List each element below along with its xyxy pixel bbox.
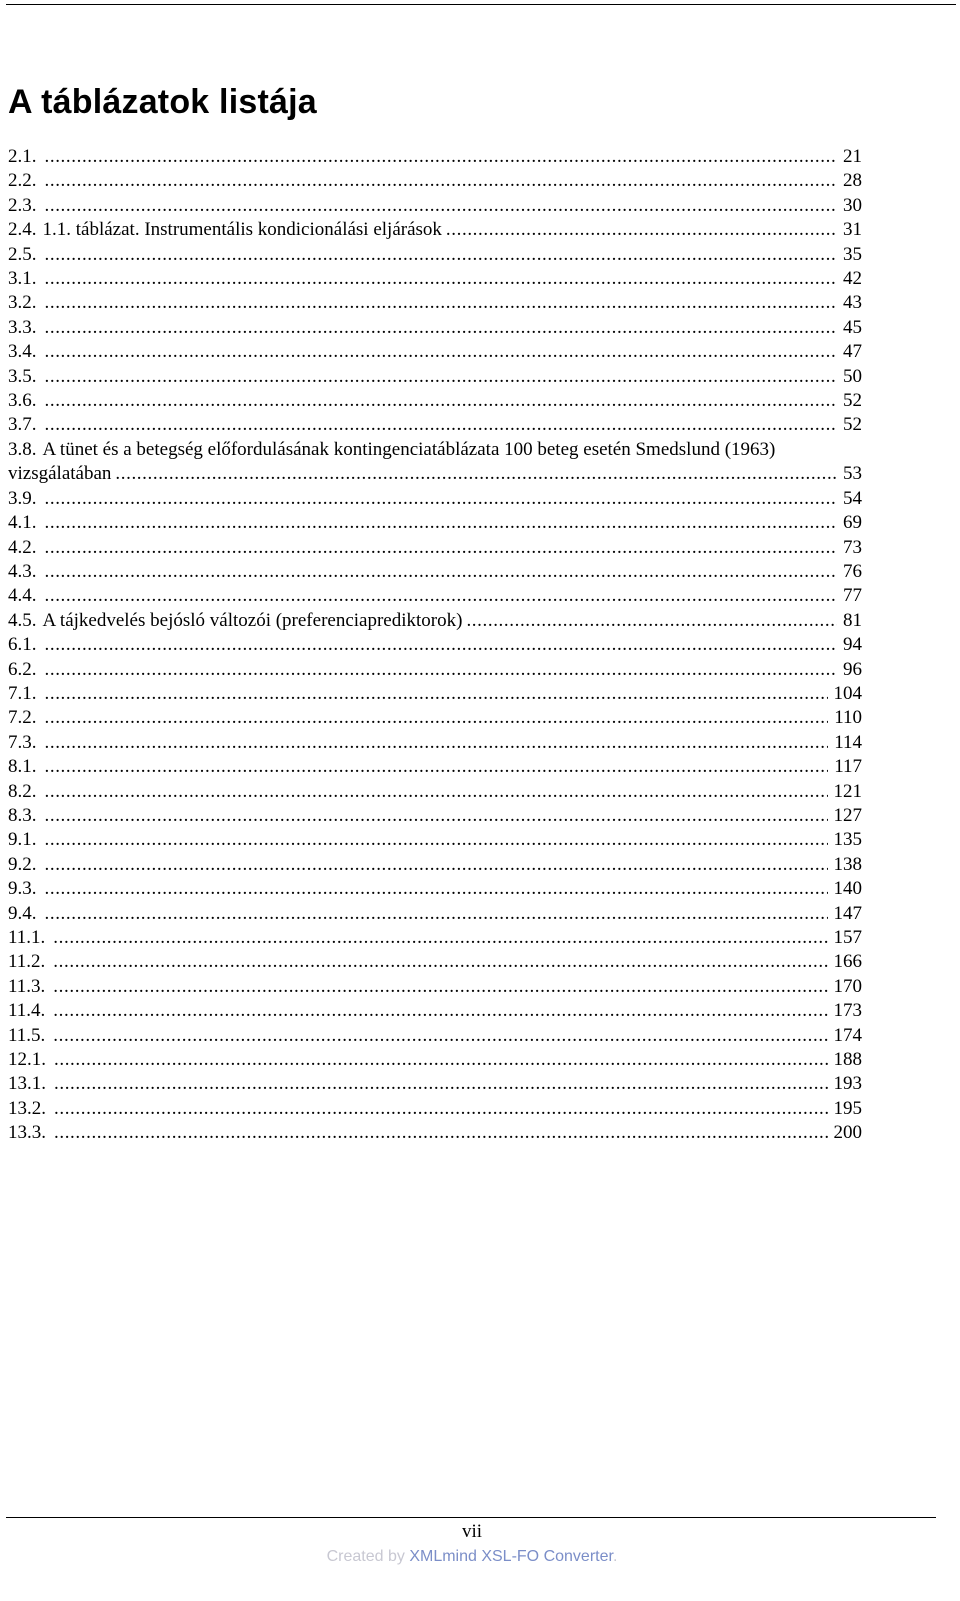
toc-page-number: 166 bbox=[833, 951, 862, 973]
toc-page-number: 147 bbox=[833, 902, 862, 924]
toc-page-number: 52 bbox=[843, 390, 862, 412]
dot-leader bbox=[446, 218, 837, 242]
toc-number: 9.3. bbox=[8, 878, 37, 900]
toc-entry[interactable] bbox=[8, 828, 862, 852]
toc-number: 4.1. bbox=[8, 512, 37, 534]
toc-entry[interactable] bbox=[8, 975, 862, 999]
toc-number: 7.3. bbox=[8, 731, 37, 753]
toc-page-number: 47 bbox=[843, 341, 862, 363]
toc-number: 3.6. bbox=[8, 390, 37, 412]
dot-leader bbox=[45, 828, 828, 852]
toc-entry-line bbox=[8, 462, 862, 486]
credit-prefix: Created by bbox=[326, 1548, 410, 1565]
dot-leader bbox=[45, 536, 838, 560]
toc-entry[interactable] bbox=[8, 243, 862, 267]
toc-entry-line bbox=[8, 438, 862, 462]
dot-leader bbox=[45, 340, 838, 364]
toc-caption: A tájkedvelés bejósló változói (preferenciaprediktorok) bbox=[42, 609, 463, 631]
toc-page-number: 117 bbox=[834, 756, 862, 778]
toc-entry[interactable] bbox=[8, 438, 862, 487]
toc-entry[interactable] bbox=[8, 511, 862, 535]
toc-entry[interactable] bbox=[8, 609, 862, 633]
toc-page-number: 45 bbox=[843, 316, 862, 338]
toc-number: 2.3. bbox=[8, 194, 37, 216]
toc-entry[interactable] bbox=[8, 682, 862, 706]
toc-entry[interactable] bbox=[8, 340, 862, 364]
toc-page-number: 200 bbox=[833, 1122, 862, 1144]
toc-number: 7.1. bbox=[8, 682, 37, 704]
toc-number: 7.2. bbox=[8, 707, 37, 729]
dot-leader bbox=[45, 291, 838, 315]
toc-page-number: 30 bbox=[843, 194, 862, 216]
toc-entry[interactable] bbox=[8, 926, 862, 950]
toc-number: 2.1. bbox=[8, 146, 37, 167]
toc-number: 3.9. bbox=[8, 487, 37, 509]
toc-number: 3.2. bbox=[8, 292, 37, 314]
toc-page-number: 195 bbox=[833, 1097, 862, 1119]
toc-entry[interactable] bbox=[8, 755, 862, 779]
dot-leader bbox=[45, 511, 838, 535]
credit-brand-link[interactable]: XMLmind XSL-FO Converter bbox=[409, 1548, 613, 1565]
dot-leader bbox=[45, 706, 829, 730]
toc-page-number: 174 bbox=[833, 1024, 862, 1046]
toc-number: 3.5. bbox=[8, 365, 37, 387]
toc-caption-continued: vizsgálatában bbox=[8, 463, 112, 485]
toc-caption: 1.1. táblázat. Instrumentális kondicionálási eljárások bbox=[42, 219, 442, 241]
toc-entry[interactable] bbox=[8, 1072, 862, 1096]
dot-leader bbox=[45, 316, 838, 340]
toc-page-number: 21 bbox=[843, 146, 862, 167]
toc-page-number: 114 bbox=[834, 731, 862, 753]
toc-page-number: 76 bbox=[843, 560, 862, 582]
toc-number: 13.3. bbox=[8, 1122, 46, 1144]
dot-leader bbox=[53, 975, 827, 999]
toc-page-number: 170 bbox=[833, 975, 862, 997]
toc-number: 3.3. bbox=[8, 316, 37, 338]
toc-entry[interactable] bbox=[8, 536, 862, 560]
toc-entry[interactable] bbox=[8, 780, 862, 804]
toc-number: 11.3. bbox=[8, 975, 46, 997]
toc-entry[interactable] bbox=[8, 169, 862, 193]
dot-leader bbox=[466, 609, 837, 633]
dot-leader bbox=[45, 560, 838, 584]
toc-number: 11.2. bbox=[8, 951, 46, 973]
dot-leader bbox=[45, 413, 838, 437]
toc-page-number: 140 bbox=[833, 878, 862, 900]
dot-leader bbox=[45, 682, 828, 706]
dot-leader bbox=[53, 999, 827, 1023]
toc-entry[interactable] bbox=[8, 1024, 862, 1048]
toc-number: 4.3. bbox=[8, 560, 37, 582]
toc-entry[interactable] bbox=[8, 658, 862, 682]
toc-number: 11.4. bbox=[8, 1000, 46, 1022]
toc-page-number: 53 bbox=[843, 463, 862, 485]
dot-leader bbox=[45, 267, 838, 291]
dot-leader bbox=[115, 462, 837, 486]
toc-number: 6.2. bbox=[8, 658, 37, 680]
dot-leader bbox=[45, 365, 838, 389]
toc-page-number: 81 bbox=[843, 609, 862, 631]
toc-page-number: 157 bbox=[833, 927, 862, 948]
toc-entry[interactable] bbox=[8, 877, 862, 901]
toc-entry[interactable] bbox=[8, 291, 862, 315]
dot-leader bbox=[45, 877, 828, 901]
toc-number: 13.1. bbox=[8, 1073, 46, 1095]
toc-page-number: 193 bbox=[833, 1073, 862, 1095]
dot-leader bbox=[54, 1097, 828, 1121]
table-list bbox=[8, 145, 862, 1146]
toc-number: 3.1. bbox=[8, 268, 37, 290]
toc-number: 12.1. bbox=[8, 1049, 46, 1071]
toc-number: 9.4. bbox=[8, 902, 37, 924]
toc-number: 3.4. bbox=[8, 341, 37, 363]
credit-suffix: . bbox=[612, 1548, 618, 1565]
toc-page-number: 127 bbox=[833, 804, 862, 826]
toc-entry[interactable] bbox=[8, 902, 862, 926]
toc-page-number: 35 bbox=[843, 243, 862, 265]
toc-entry[interactable] bbox=[8, 1048, 862, 1072]
toc-page-number: 73 bbox=[843, 536, 862, 558]
toc-entry[interactable] bbox=[8, 853, 862, 877]
toc-entry[interactable] bbox=[8, 487, 862, 511]
dot-leader bbox=[45, 633, 838, 657]
page-title: A táblázatok listája bbox=[8, 83, 317, 121]
toc-entry[interactable] bbox=[8, 194, 862, 218]
toc-number: 2.4. bbox=[8, 219, 37, 241]
toc-entry[interactable] bbox=[8, 218, 862, 242]
toc-number: 8.2. bbox=[8, 780, 37, 802]
toc-number: 11.1. bbox=[8, 927, 46, 948]
toc-number: 2.2. bbox=[8, 170, 37, 192]
toc-number: 8.3. bbox=[8, 804, 37, 826]
dot-leader bbox=[45, 584, 838, 608]
toc-page-number: 110 bbox=[834, 707, 862, 729]
toc-entry[interactable] bbox=[8, 706, 862, 730]
toc-page-number: 31 bbox=[843, 219, 862, 241]
toc-page-number: 43 bbox=[843, 292, 862, 314]
toc-number: 4.5. bbox=[8, 609, 37, 631]
toc-page-number: 50 bbox=[843, 365, 862, 387]
toc-entry[interactable] bbox=[8, 145, 862, 169]
dot-leader bbox=[53, 926, 827, 950]
toc-page-number: 138 bbox=[833, 853, 862, 875]
dot-leader bbox=[45, 755, 829, 779]
toc-page-number: 96 bbox=[843, 658, 862, 680]
toc-page-number: 69 bbox=[843, 512, 862, 534]
toc-number: 2.5. bbox=[8, 243, 37, 265]
toc-entry[interactable] bbox=[8, 560, 862, 584]
toc-page-number: 121 bbox=[833, 780, 862, 802]
dot-leader bbox=[45, 853, 828, 877]
toc-entry[interactable] bbox=[8, 731, 862, 755]
dot-leader bbox=[53, 1024, 827, 1048]
toc-entry[interactable] bbox=[8, 389, 862, 413]
toc-page-number: 94 bbox=[843, 634, 862, 656]
toc-number: 8.1. bbox=[8, 756, 37, 778]
toc-entry[interactable] bbox=[8, 267, 862, 291]
dot-leader bbox=[45, 169, 838, 193]
toc-page-number: 104 bbox=[833, 682, 862, 704]
toc-entry[interactable] bbox=[8, 999, 862, 1023]
toc-number: 9.1. bbox=[8, 829, 37, 851]
page-number: vii bbox=[461, 1521, 483, 1542]
dot-leader bbox=[45, 145, 838, 169]
toc-number: 13.2. bbox=[8, 1097, 46, 1119]
top-rule bbox=[6, 4, 956, 5]
dot-leader bbox=[54, 1072, 828, 1096]
footer-rule bbox=[6, 1517, 936, 1518]
toc-number: 11.5. bbox=[8, 1024, 46, 1046]
dot-leader bbox=[45, 731, 829, 755]
toc-number: 4.4. bbox=[8, 585, 37, 607]
dot-leader bbox=[45, 194, 838, 218]
dot-leader bbox=[54, 1048, 828, 1072]
dot-leader bbox=[45, 658, 838, 682]
toc-entry[interactable] bbox=[8, 413, 862, 437]
toc-page-number: 77 bbox=[843, 585, 862, 607]
dot-leader bbox=[45, 902, 828, 926]
toc-entry[interactable] bbox=[8, 804, 862, 828]
toc-number: 4.2. bbox=[8, 536, 37, 558]
dot-leader bbox=[45, 389, 838, 413]
footer-credit bbox=[0, 1547, 944, 1567]
toc-entry[interactable] bbox=[8, 633, 862, 657]
toc-number: 3.7. bbox=[8, 414, 37, 436]
dot-leader bbox=[54, 1121, 828, 1145]
toc-entry[interactable] bbox=[8, 1121, 862, 1145]
toc-page-number: 42 bbox=[843, 268, 862, 290]
dot-leader bbox=[45, 487, 838, 511]
toc-entry[interactable] bbox=[8, 950, 862, 974]
toc-entry[interactable] bbox=[8, 584, 862, 608]
dot-leader bbox=[45, 804, 828, 828]
toc-entry[interactable] bbox=[8, 316, 862, 340]
dot-leader bbox=[45, 243, 838, 267]
toc-number: 9.2. bbox=[8, 853, 37, 875]
toc-page-number: 52 bbox=[843, 414, 862, 436]
toc-number: 6.1. bbox=[8, 634, 37, 656]
toc-caption: A tünet és a betegség előfordulásának kontingenciatáblázata 100 beteg esetén Smedslund (1963) bbox=[42, 438, 776, 460]
toc-entry[interactable] bbox=[8, 365, 862, 389]
toc-page-number: 188 bbox=[833, 1049, 862, 1071]
toc-number: 3.8. bbox=[8, 438, 37, 460]
toc-page-number: 28 bbox=[843, 170, 862, 192]
dot-leader bbox=[53, 950, 827, 974]
toc-entry[interactable] bbox=[8, 1097, 862, 1121]
toc-page-number: 173 bbox=[833, 1000, 862, 1022]
dot-leader bbox=[45, 780, 828, 804]
toc-page-number: 135 bbox=[833, 829, 862, 851]
toc-page-number: 54 bbox=[843, 487, 862, 509]
